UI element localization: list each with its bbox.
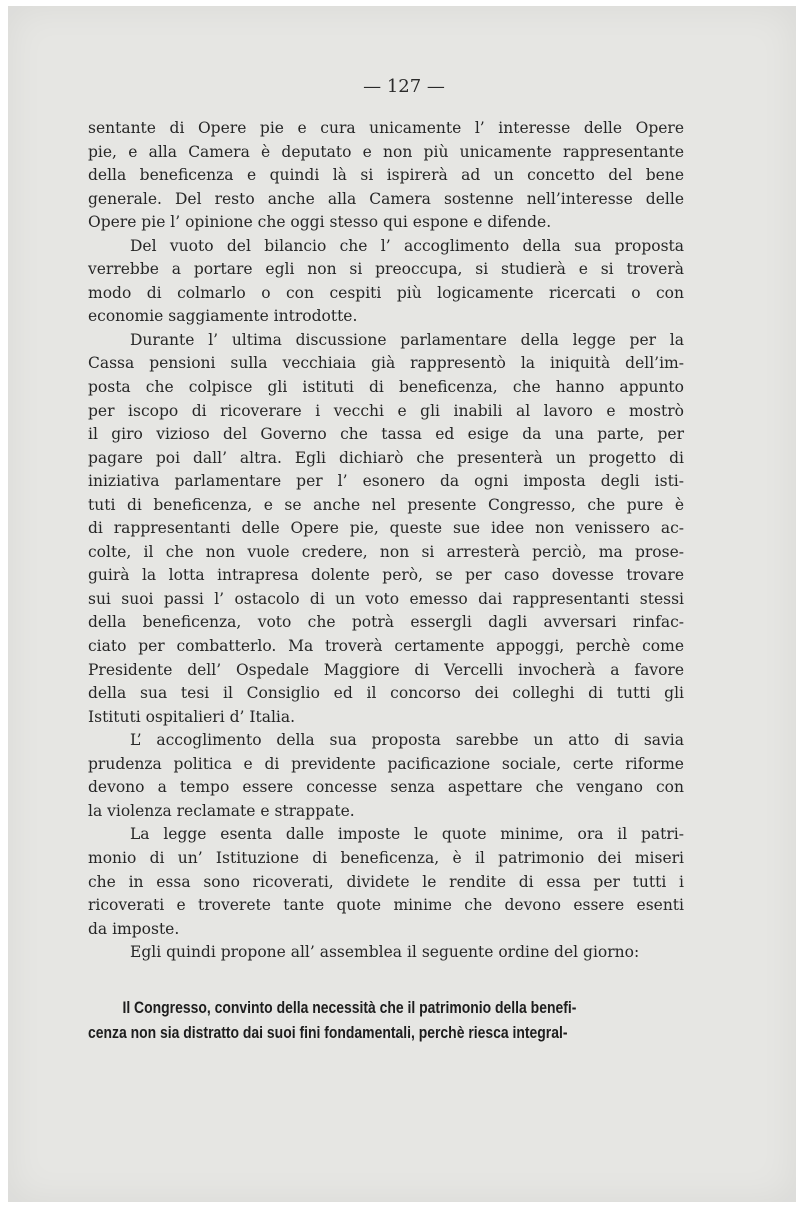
text-line: Durante l’ ultima discussione parlamentare della legge per la — [130, 330, 684, 349]
text-line: ciato per combatterlo. Ma troverà certamente appoggi, perchè come — [88, 637, 684, 656]
text-line: della beneficenza e quindi là si ispirerà ad un concetto del bene — [88, 166, 684, 185]
body-text — [88, 117, 684, 965]
text-line: ricoverati e troverete tante quote minime che devono essere esenti — [88, 896, 684, 915]
text-line: generale. Del resto anche alla Camera sostenne nell’interesse delle — [88, 189, 684, 208]
text-line: Istituti ospitalieri d’ Italia. — [88, 707, 296, 726]
page-number: — 127 — — [363, 76, 445, 97]
text-line: modo di colmarlo o con cespiti più logicamente ricercati o con — [88, 283, 684, 302]
text-line: di rappresentanti delle Opere pie, queste sue idee non venissero ac- — [88, 519, 684, 538]
text-line: da imposte. — [88, 919, 180, 938]
text-line: economie saggiamente introdotte. — [88, 307, 358, 326]
text-line: iniziativa parlamentare per l’ esonero da ogni imposta degli isti- — [88, 472, 684, 491]
text-line: L’ accoglimento della sua proposta sarebbe un atto di savia — [130, 731, 684, 750]
text-line: della beneficenza, voto che potrà essergli dagli avversari rinfac- — [88, 613, 684, 632]
text-line: tuti di beneficenza, e se anche nel presente Congresso, che pure è — [88, 495, 684, 514]
text-line: prudenza politica e di previdente pacificazione sociale, certe riforme — [88, 754, 684, 773]
text-line: sentante di Opere pie e cura unicamente l’ interesse delle Opere — [88, 119, 684, 137]
text-line: Del vuoto del bilancio che l’ accoglimento della sua proposta — [130, 236, 684, 255]
text-line: verrebbe a portare egli non si preoccupa, si studierà e si troverà — [88, 260, 684, 279]
text-line: pie, e alla Camera è deputato e non più unicamente rappresentante — [88, 142, 684, 161]
text-line: Egli quindi propone all’ assemblea il seguente ordine del giorno: — [130, 943, 640, 962]
text-line: guirà la lotta intrapresa dolente però, se per caso dovesse trovare — [88, 566, 684, 585]
text-line: monio di un’ Istituzione di beneficenza, è il patrimonio dei miseri — [88, 848, 684, 867]
text-line: sui suoi passi l’ ostacolo di un voto emesso dai rappresentanti stessi — [88, 589, 684, 608]
text-line: colte, il che non vuole credere, non si arresterà perciò, ma prose- — [88, 542, 684, 561]
text-line: che in essa sono ricoverati, dividete le rendite di essa per tutti i — [88, 872, 684, 891]
text-line: della sua tesi il Consiglio ed il concorso dei colleghi di tutti gli — [88, 684, 684, 703]
text-line: Cassa pensioni sulla vecchiaia già rappresentò la iniquità dell’im- — [88, 354, 684, 373]
text-line: la violenza reclamate e strappate. — [88, 801, 355, 820]
text-line: posta che colpisce gli istituti di beneficenza, che hanno appunto — [88, 378, 684, 397]
text-line: Presidente dell’ Ospedale Maggiore di Vercelli invocherà a favore — [88, 660, 684, 679]
text-line: Opere pie l’ opinione che oggi stesso qui espone e difende. — [88, 213, 552, 232]
resolution-text — [88, 995, 577, 1045]
resolution-line: Il Congresso, convinto della necessità che il patrimonio della benefi- — [122, 998, 577, 1017]
text-line: La legge esenta dalle imposte le quote minime, ora il patri- — [130, 825, 684, 844]
text-line: devono a tempo essere concesse senza aspettare che vengano con — [88, 778, 684, 797]
text-line: il giro vizioso del Governo che tassa ed esige da una parte, per — [88, 425, 684, 444]
resolution-line: cenza non sia distratto dai suoi fini fondamentali, perchè riesca integral- — [88, 1023, 568, 1042]
text-line: per iscopo di ricoverare i vecchi e gli inabili al lavoro e mostrò — [88, 401, 684, 420]
text-line: pagare poi dall’ altra. Egli dichiarò che presenterà un progetto di — [88, 448, 684, 467]
